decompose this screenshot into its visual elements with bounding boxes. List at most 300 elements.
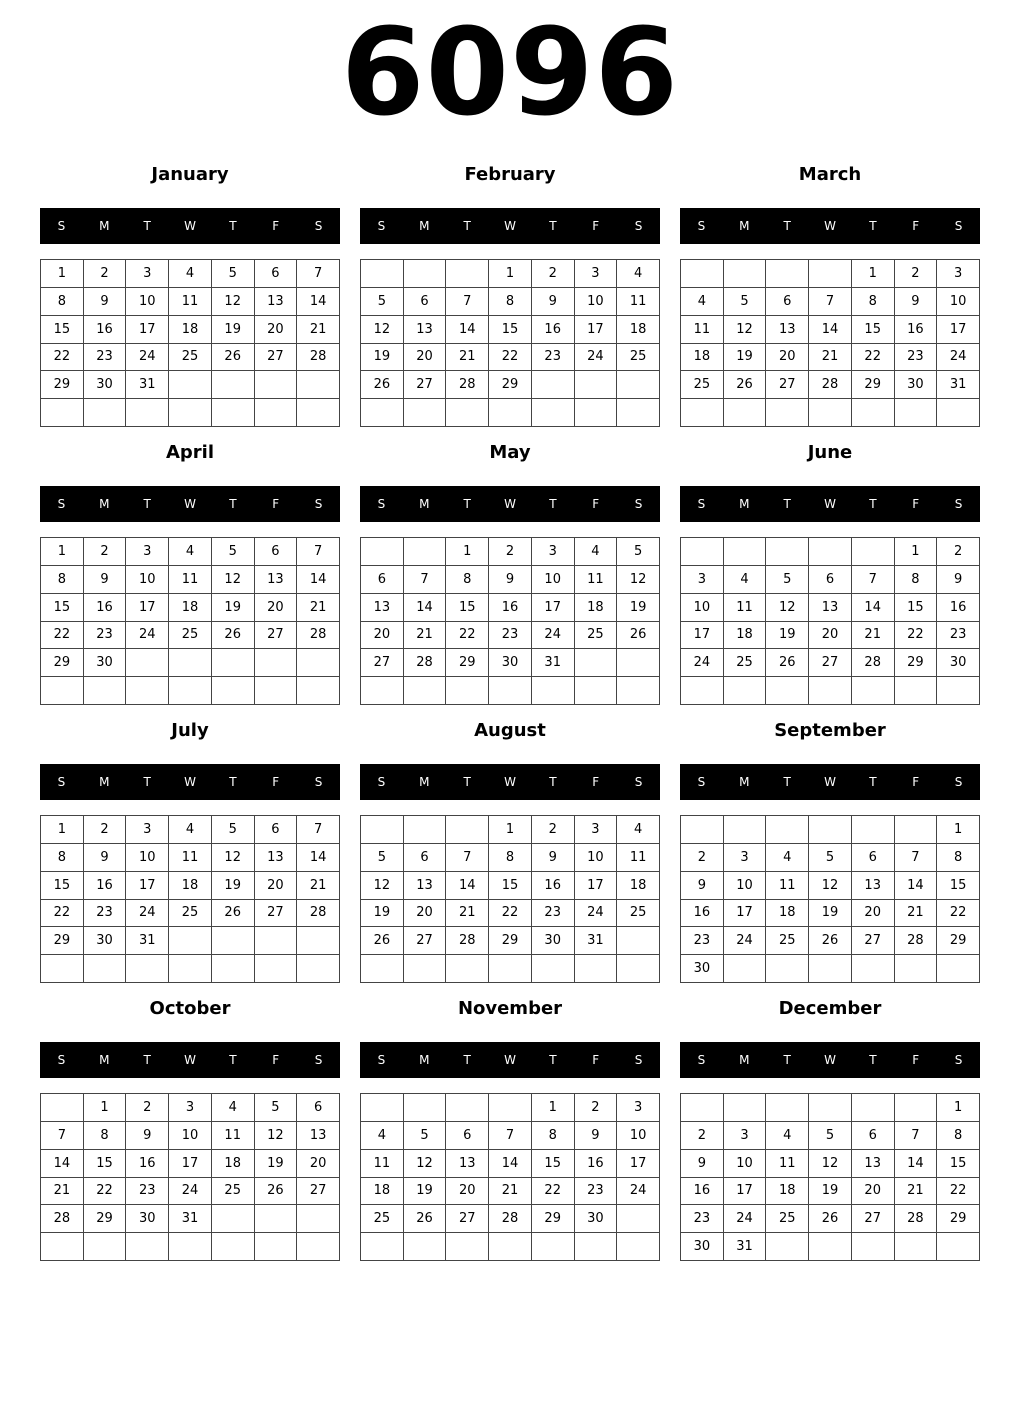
weekday-label: T — [869, 775, 877, 789]
empty-day-cell — [297, 371, 340, 399]
day-cell: 20 — [255, 594, 298, 622]
day-cell: 8 — [41, 566, 84, 594]
day-cell: 6 — [361, 566, 404, 594]
empty-day-cell — [724, 399, 767, 427]
month-name: November — [457, 998, 563, 1019]
day-cell: 31 — [169, 1205, 212, 1233]
day-cell: 16 — [895, 316, 938, 344]
day-cell: 3 — [126, 816, 169, 844]
empty-day-cell — [297, 1233, 340, 1261]
day-cell: 22 — [41, 622, 84, 650]
empty-day-cell — [169, 371, 212, 399]
empty-day-cell — [617, 1205, 660, 1233]
weekday-label: T — [869, 219, 877, 233]
empty-day-cell — [937, 677, 980, 705]
day-cell: 22 — [895, 622, 938, 650]
empty-day-cell — [617, 399, 660, 427]
month-march — [680, 160, 980, 430]
weekday-label: T — [549, 497, 557, 511]
weekday-label: T — [869, 1053, 877, 1067]
empty-day-cell — [361, 955, 404, 983]
day-cell: 7 — [809, 288, 852, 316]
day-cell: 28 — [489, 1205, 532, 1233]
empty-day-cell — [809, 955, 852, 983]
day-cell: 21 — [41, 1178, 84, 1206]
empty-day-cell — [361, 677, 404, 705]
empty-day-cell — [724, 816, 767, 844]
day-cell: 7 — [895, 844, 938, 872]
weekday-label: S — [634, 1053, 643, 1067]
empty-day-cell — [212, 371, 255, 399]
day-cell: 23 — [937, 622, 980, 650]
day-cell: 22 — [84, 1178, 127, 1206]
day-cell: 7 — [446, 288, 489, 316]
day-cell: 28 — [297, 344, 340, 372]
day-cell: 23 — [84, 344, 127, 372]
empty-day-cell — [361, 260, 404, 288]
day-cell: 8 — [937, 1122, 980, 1150]
month-april — [40, 438, 340, 708]
day-cell: 24 — [724, 927, 767, 955]
day-cell: 29 — [937, 927, 980, 955]
day-cell: 10 — [126, 566, 169, 594]
empty-day-cell — [575, 677, 618, 705]
day-cell: 9 — [681, 1150, 724, 1178]
day-cell: 2 — [84, 816, 127, 844]
day-cell: 18 — [169, 594, 212, 622]
day-cell: 20 — [852, 900, 895, 928]
empty-day-cell — [41, 1233, 84, 1261]
empty-day-cell — [404, 955, 447, 983]
day-cell: 29 — [446, 649, 489, 677]
day-cell: 10 — [126, 844, 169, 872]
day-cell: 23 — [681, 927, 724, 955]
day-cell: 9 — [489, 566, 532, 594]
month-may — [360, 438, 660, 708]
day-cell: 11 — [169, 566, 212, 594]
day-cell: 29 — [41, 927, 84, 955]
day-cell: 18 — [617, 316, 660, 344]
empty-day-cell — [126, 955, 169, 983]
day-cell: 14 — [297, 844, 340, 872]
weekday-label: S — [954, 775, 963, 789]
day-cell: 7 — [446, 844, 489, 872]
day-cell: 27 — [446, 1205, 489, 1233]
month-name: July — [171, 720, 209, 741]
weekday-label: S — [634, 497, 643, 511]
day-cell: 21 — [446, 344, 489, 372]
day-cell: 24 — [617, 1178, 660, 1206]
day-cell: 28 — [41, 1205, 84, 1233]
weekday-label: S — [57, 775, 66, 789]
day-cell: 23 — [681, 1205, 724, 1233]
weekday-header — [40, 486, 340, 522]
day-cell: 26 — [617, 622, 660, 650]
day-cell: 6 — [404, 844, 447, 872]
weekday-label: T — [229, 219, 237, 233]
weekday-label: M — [419, 219, 430, 233]
day-cell: 2 — [937, 538, 980, 566]
day-cell: 6 — [809, 566, 852, 594]
day-cell: 27 — [852, 1205, 895, 1233]
day-cell: 3 — [681, 566, 724, 594]
day-cell: 21 — [895, 1178, 938, 1206]
day-cell: 15 — [937, 1150, 980, 1178]
weekday-label: S — [314, 219, 323, 233]
day-cell: 13 — [255, 288, 298, 316]
day-cell: 2 — [575, 1094, 618, 1122]
weekday-label: F — [272, 219, 280, 233]
day-cell: 10 — [126, 288, 169, 316]
day-cell: 2 — [532, 260, 575, 288]
day-cell: 26 — [809, 927, 852, 955]
day-cell: 13 — [809, 594, 852, 622]
month-august — [360, 716, 660, 986]
day-cell: 29 — [532, 1205, 575, 1233]
day-cell: 19 — [766, 622, 809, 650]
day-cell: 13 — [852, 1150, 895, 1178]
empty-day-cell — [532, 955, 575, 983]
day-cell: 18 — [617, 872, 660, 900]
weekday-label: S — [377, 497, 386, 511]
day-cell: 9 — [84, 844, 127, 872]
day-cell: 21 — [297, 316, 340, 344]
empty-day-cell — [852, 955, 895, 983]
empty-day-cell — [297, 927, 340, 955]
day-cell: 25 — [169, 344, 212, 372]
day-cell: 1 — [41, 538, 84, 566]
day-cell: 4 — [681, 288, 724, 316]
day-cell: 9 — [126, 1122, 169, 1150]
day-cell: 1 — [41, 816, 84, 844]
day-cell: 3 — [575, 260, 618, 288]
weekday-label: T — [229, 497, 237, 511]
day-cell: 25 — [766, 927, 809, 955]
day-cell: 21 — [297, 594, 340, 622]
day-cell: 10 — [575, 288, 618, 316]
day-cell: 14 — [41, 1150, 84, 1178]
weekday-label: F — [912, 219, 920, 233]
empty-day-cell — [126, 649, 169, 677]
day-cell: 26 — [361, 927, 404, 955]
weekday-label: F — [592, 1053, 600, 1067]
day-cell: 15 — [937, 872, 980, 900]
day-cell: 28 — [446, 927, 489, 955]
day-cell: 14 — [895, 1150, 938, 1178]
empty-day-cell — [212, 677, 255, 705]
month-november — [360, 994, 660, 1264]
empty-day-cell — [126, 677, 169, 705]
empty-day-cell — [255, 649, 298, 677]
day-cell: 6 — [446, 1122, 489, 1150]
weekday-header — [680, 764, 980, 800]
day-cell: 16 — [532, 316, 575, 344]
day-cell: 16 — [84, 594, 127, 622]
day-cell: 19 — [404, 1178, 447, 1206]
day-cell: 5 — [766, 566, 809, 594]
empty-day-cell — [575, 371, 618, 399]
day-cell: 25 — [169, 622, 212, 650]
weekday-label: M — [99, 219, 110, 233]
day-cell: 21 — [297, 872, 340, 900]
empty-day-cell — [681, 538, 724, 566]
day-cell: 4 — [169, 816, 212, 844]
day-cell: 15 — [446, 594, 489, 622]
day-cell: 1 — [446, 538, 489, 566]
empty-day-cell — [937, 955, 980, 983]
day-cell: 1 — [489, 260, 532, 288]
empty-day-cell — [852, 538, 895, 566]
weekday-label: S — [634, 775, 643, 789]
empty-day-cell — [766, 1094, 809, 1122]
day-cell: 20 — [361, 622, 404, 650]
day-cell: 2 — [895, 260, 938, 288]
weekday-label: F — [592, 775, 600, 789]
empty-day-cell — [766, 1233, 809, 1261]
empty-day-cell — [766, 816, 809, 844]
weekday-header — [680, 208, 980, 244]
empty-day-cell — [937, 399, 980, 427]
day-cell: 17 — [169, 1150, 212, 1178]
empty-day-cell — [297, 399, 340, 427]
day-cell: 27 — [852, 927, 895, 955]
day-cell: 7 — [297, 538, 340, 566]
day-cell: 20 — [809, 622, 852, 650]
empty-day-cell — [681, 816, 724, 844]
day-cell: 5 — [809, 844, 852, 872]
day-cell: 26 — [212, 900, 255, 928]
empty-day-cell — [446, 1094, 489, 1122]
empty-day-cell — [404, 1233, 447, 1261]
day-cell: 2 — [681, 1122, 724, 1150]
month-february — [360, 160, 660, 430]
weekday-label: S — [634, 219, 643, 233]
day-cell: 30 — [681, 1233, 724, 1261]
day-cell: 9 — [532, 844, 575, 872]
weekday-header — [360, 208, 660, 244]
day-cell: 28 — [297, 622, 340, 650]
day-cell: 15 — [41, 872, 84, 900]
weekday-label: F — [272, 1053, 280, 1067]
day-cell: 6 — [852, 844, 895, 872]
day-cell: 29 — [41, 649, 84, 677]
day-cell: 24 — [169, 1178, 212, 1206]
day-cell: 10 — [937, 288, 980, 316]
day-cell: 16 — [681, 1178, 724, 1206]
day-cell: 10 — [169, 1122, 212, 1150]
day-cell: 19 — [617, 594, 660, 622]
month-name: January — [151, 164, 229, 185]
month-december — [680, 994, 980, 1264]
day-cell: 17 — [575, 872, 618, 900]
weekday-label: T — [549, 1053, 557, 1067]
day-cell: 7 — [404, 566, 447, 594]
day-cell: 4 — [617, 816, 660, 844]
day-cell: 10 — [532, 566, 575, 594]
day-cell: 11 — [766, 872, 809, 900]
weekday-label: S — [377, 1053, 386, 1067]
empty-day-cell — [852, 1094, 895, 1122]
day-cell: 4 — [212, 1094, 255, 1122]
empty-day-cell — [255, 399, 298, 427]
empty-day-cell — [575, 649, 618, 677]
weekday-label: F — [592, 219, 600, 233]
day-cell: 19 — [724, 344, 767, 372]
day-cell: 20 — [255, 872, 298, 900]
day-cell: 17 — [937, 316, 980, 344]
day-cell: 22 — [937, 900, 980, 928]
day-cell: 1 — [41, 260, 84, 288]
day-cell: 11 — [766, 1150, 809, 1178]
empty-day-cell — [169, 1233, 212, 1261]
empty-day-cell — [446, 1233, 489, 1261]
empty-day-cell — [617, 371, 660, 399]
day-cell: 9 — [937, 566, 980, 594]
day-cell: 16 — [681, 900, 724, 928]
empty-day-cell — [489, 955, 532, 983]
day-cell: 16 — [126, 1150, 169, 1178]
weekday-header — [360, 764, 660, 800]
day-cell: 28 — [895, 927, 938, 955]
day-cell: 10 — [724, 872, 767, 900]
day-cell: 14 — [404, 594, 447, 622]
day-cell: 18 — [681, 344, 724, 372]
day-cell: 31 — [575, 927, 618, 955]
empty-day-cell — [255, 677, 298, 705]
day-cell: 28 — [809, 371, 852, 399]
day-cell: 7 — [895, 1122, 938, 1150]
weekday-label: M — [419, 497, 430, 511]
empty-day-cell — [895, 1233, 938, 1261]
empty-day-cell — [852, 399, 895, 427]
weekday-label: F — [272, 775, 280, 789]
day-cell: 3 — [532, 538, 575, 566]
day-grid — [680, 815, 980, 983]
day-cell: 21 — [895, 900, 938, 928]
empty-day-cell — [681, 1094, 724, 1122]
day-cell: 5 — [809, 1122, 852, 1150]
weekday-label: S — [697, 1053, 706, 1067]
day-cell: 16 — [84, 316, 127, 344]
day-cell: 3 — [126, 260, 169, 288]
day-cell: 13 — [255, 566, 298, 594]
empty-day-cell — [361, 1094, 404, 1122]
day-cell: 17 — [532, 594, 575, 622]
weekday-label: F — [912, 1053, 920, 1067]
day-cell: 21 — [852, 622, 895, 650]
day-cell: 18 — [169, 872, 212, 900]
day-cell: 14 — [895, 872, 938, 900]
day-cell: 30 — [937, 649, 980, 677]
empty-day-cell — [809, 816, 852, 844]
empty-day-cell — [41, 677, 84, 705]
weekday-label: M — [419, 1053, 430, 1067]
empty-day-cell — [212, 1233, 255, 1261]
day-cell: 4 — [766, 844, 809, 872]
day-cell: 28 — [404, 649, 447, 677]
day-cell: 25 — [766, 1205, 809, 1233]
empty-day-cell — [84, 399, 127, 427]
weekday-label: W — [184, 1053, 196, 1067]
day-cell: 27 — [255, 900, 298, 928]
weekday-label: T — [143, 219, 151, 233]
empty-day-cell — [255, 927, 298, 955]
day-cell: 5 — [617, 538, 660, 566]
day-cell: 14 — [852, 594, 895, 622]
day-cell: 12 — [212, 288, 255, 316]
day-cell: 5 — [212, 538, 255, 566]
day-cell: 10 — [681, 594, 724, 622]
empty-day-cell — [489, 1233, 532, 1261]
empty-day-cell — [404, 816, 447, 844]
empty-day-cell — [766, 260, 809, 288]
day-cell: 18 — [169, 316, 212, 344]
day-cell: 26 — [404, 1205, 447, 1233]
day-cell: 1 — [489, 816, 532, 844]
day-cell: 6 — [404, 288, 447, 316]
weekday-label: M — [99, 497, 110, 511]
day-cell: 13 — [852, 872, 895, 900]
day-cell: 6 — [255, 538, 298, 566]
empty-day-cell — [446, 399, 489, 427]
day-cell: 25 — [575, 622, 618, 650]
day-cell: 27 — [404, 927, 447, 955]
day-cell: 16 — [532, 872, 575, 900]
weekday-label: M — [419, 775, 430, 789]
day-cell: 14 — [489, 1150, 532, 1178]
day-cell: 17 — [617, 1150, 660, 1178]
day-cell: 8 — [41, 288, 84, 316]
weekday-label: W — [184, 775, 196, 789]
weekday-label: T — [463, 219, 471, 233]
day-cell: 8 — [41, 844, 84, 872]
month-name: February — [464, 164, 556, 185]
empty-day-cell — [895, 399, 938, 427]
day-cell: 9 — [532, 288, 575, 316]
day-cell: 1 — [937, 1094, 980, 1122]
empty-day-cell — [361, 1233, 404, 1261]
day-cell: 15 — [489, 872, 532, 900]
day-cell: 12 — [766, 594, 809, 622]
day-cell: 11 — [681, 316, 724, 344]
day-cell: 24 — [532, 622, 575, 650]
empty-day-cell — [852, 677, 895, 705]
day-cell: 26 — [724, 371, 767, 399]
weekday-header — [680, 1042, 980, 1078]
empty-day-cell — [404, 399, 447, 427]
day-cell: 22 — [489, 344, 532, 372]
day-cell: 23 — [126, 1178, 169, 1206]
empty-day-cell — [255, 1233, 298, 1261]
day-cell: 7 — [297, 816, 340, 844]
weekday-label: F — [912, 775, 920, 789]
day-cell: 29 — [852, 371, 895, 399]
empty-day-cell — [532, 1233, 575, 1261]
day-cell: 15 — [895, 594, 938, 622]
weekday-label: T — [783, 497, 791, 511]
weekday-label: T — [143, 1053, 151, 1067]
day-cell: 7 — [852, 566, 895, 594]
day-cell: 20 — [404, 900, 447, 928]
day-cell: 8 — [852, 288, 895, 316]
month-name: May — [489, 442, 531, 463]
weekday-label: T — [229, 775, 237, 789]
day-cell: 17 — [724, 900, 767, 928]
day-cell: 29 — [895, 649, 938, 677]
day-cell: 5 — [255, 1094, 298, 1122]
month-september — [680, 716, 980, 986]
weekday-label: S — [697, 497, 706, 511]
